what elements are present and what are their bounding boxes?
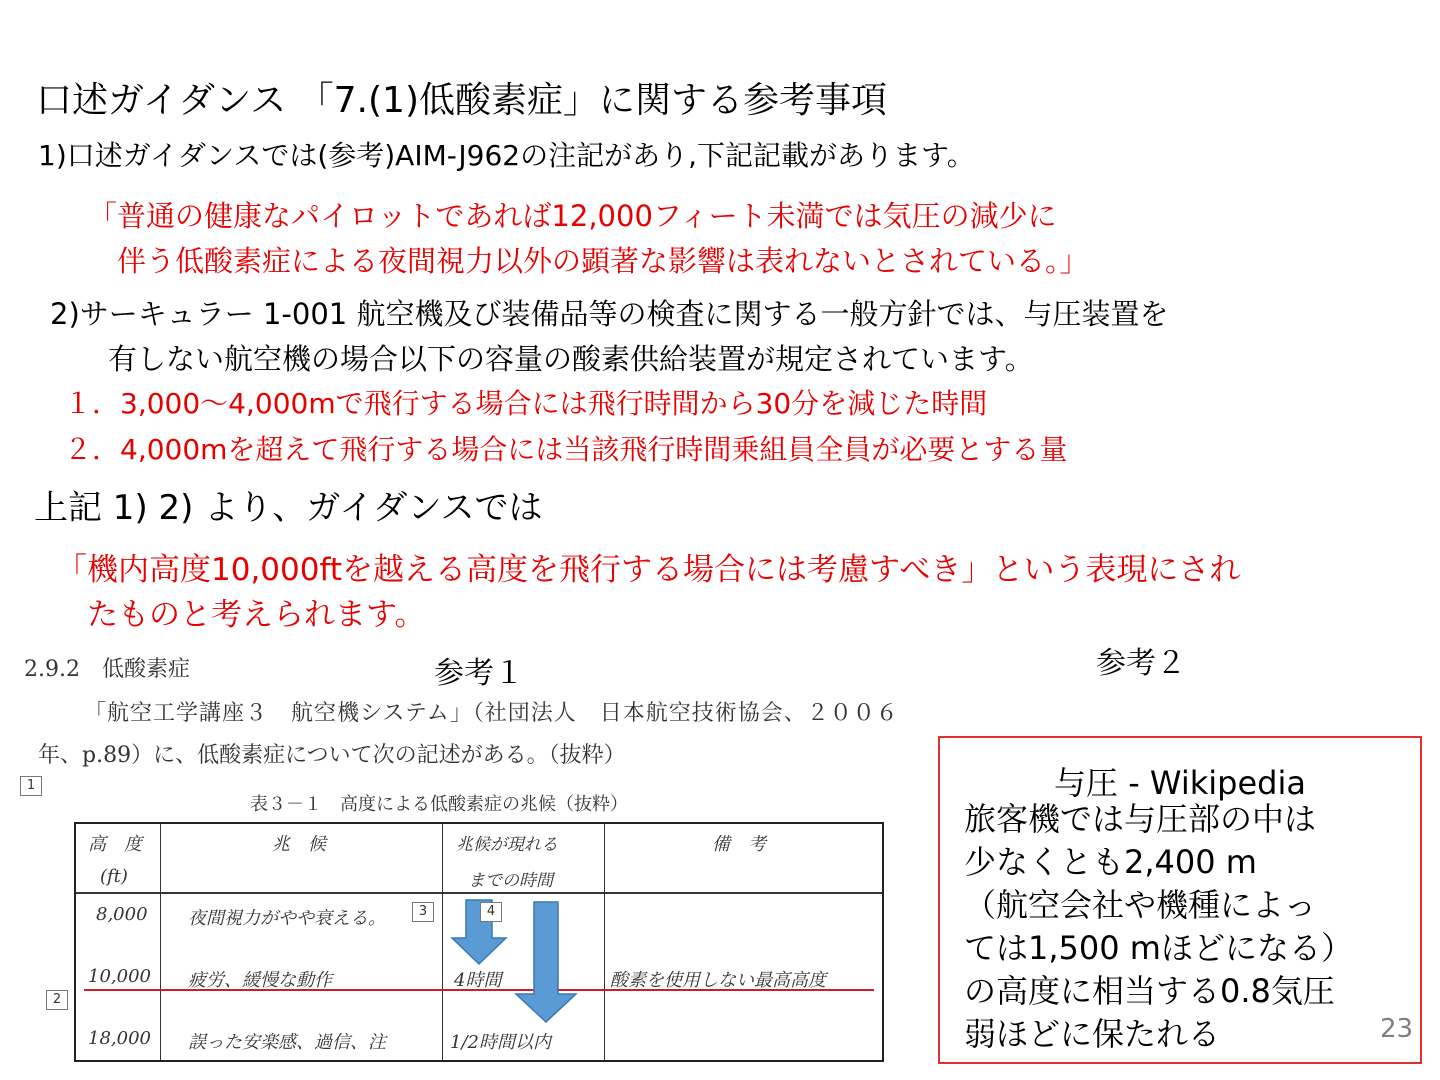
row-altitude: 10,000 — [88, 966, 151, 987]
marker-1: 1 — [20, 776, 42, 796]
row-altitude: 8,000 — [96, 904, 148, 925]
doc-paragraph-line-2: 年、p.89）に、低酸素症について次の記述がある。（抜粋） — [38, 743, 626, 768]
quote-aim-j962: 「普通の健康なパイロットであれば12,000フィート未満では気圧の減少に 伴う低酸素症による夜間視力以外の顕著な影響は表れないとされている。」 — [88, 199, 1089, 278]
slide-title: 口述ガイダンス 「7.(1)低酸素症」に関する参考事項 — [36, 80, 887, 121]
header-time-1: 兆候が現れる — [456, 835, 558, 855]
header-altitude-unit: (ft) — [100, 866, 128, 887]
row-altitude: 18,000 — [88, 1028, 151, 1049]
section-2-text: 2)サーキュラー 1-001 航空機及び装備品等の検査に関する一般方針では、与圧装置を 有しない航空機の場合以下の容量の酸素供給装置が規定されています。 — [50, 297, 1169, 376]
wikipedia-title: 与圧 - Wikipedia — [1054, 764, 1306, 802]
page-number: 23 — [1380, 1014, 1414, 1044]
doc-paragraph-line-1: 「航空工学講座３ 航空機システム」（社団法人 日本航空技術協会、２００６ — [84, 701, 899, 726]
quote-guidance: 「機内高度10,000ftを越える高度を飛行する場合には考慮すべき」という表現にされ たものと考えられます。 — [56, 552, 1241, 633]
reference-1-label: 参考１ — [434, 656, 524, 691]
table-caption: 表３－１ 高度による低酸素症の兆候（抜粋） — [250, 794, 628, 815]
header-notes: 備 考 — [712, 834, 766, 855]
doc-heading: 2.9.2 低酸素症 — [24, 657, 190, 682]
reference-2-label: 参考２ — [1096, 646, 1186, 681]
marker-2: 2 — [46, 990, 68, 1010]
row-sign: 疲労、緩慢な動作 — [188, 970, 332, 991]
wikipedia-quote-box — [938, 736, 1422, 1064]
wikipedia-body: 旅客機では与圧部の中は 少なくとも2,400 m （航空会社や機種によっ ては1,500 mほどになる） の高度に相当する0.8気圧 弱ほどに保たれる — [964, 800, 1353, 1053]
conclusion-text: 上記 1) 2) より、ガイダンスでは — [34, 488, 543, 528]
row-time: 1/2時間以内 — [450, 1032, 551, 1053]
header-sign: 兆 候 — [272, 834, 326, 855]
row-sign: 誤った安楽感、過信、注 — [188, 1032, 386, 1053]
marker-3: 3 — [412, 902, 434, 922]
row-time: 4時間 — [454, 970, 502, 991]
section-1-text: 1)口述ガイダンスでは(参考)AIM-J962の注記があり,下記記載があります。 — [38, 139, 975, 172]
list-item-2: ２．4,000mを超えて飛行する場合には当該飛行時間乗組員全員が必要とする量 — [64, 433, 1068, 466]
header-altitude: 高 度 — [88, 834, 142, 855]
header-time-2: までの時間 — [468, 871, 553, 891]
row-sign: 夜間視力がやや衰える。 — [188, 908, 386, 929]
list-item-1: １．3,000～4,000mで飛行する場合には飛行時間から30分を減じた時間 — [64, 387, 988, 420]
row-notes: 酸素を使用しない最高高度 — [610, 970, 826, 991]
long-duration-arrow-icon — [516, 902, 576, 1022]
marker-4: 4 — [480, 902, 502, 922]
